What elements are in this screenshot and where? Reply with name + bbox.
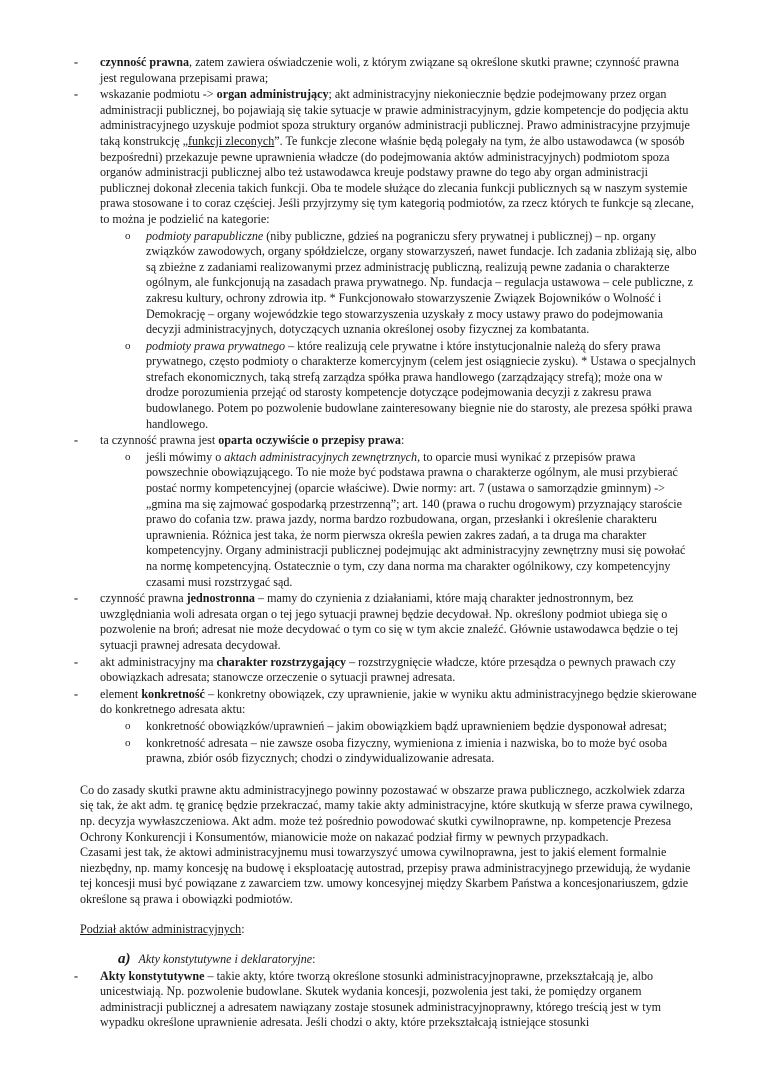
sub-list-item: o jeśli mówimy o aktach administracyjnych zewnętrznych, to oparcie musi wynikać z przepisów prawa powszechnie obowiązującego. To nie może być podstawa prawna o charakterze ogólnym, ale musi przybierać postać normy kompetencyjnej (oparcie właściwe). Dwie normy: art. 7 (ustawa o samorządzie gminnym) -> „gmina ma się zajmować gospodarką przestrzenną”; art. 140 (prawa o ruchu drogowym) przyznający staroście prawo do cofania tzw. prawa jazdy, norma bardzo rozbudowana, organ, przesłanki i określenie charakteru uprawnienia. Różnica jest taka, że norm pierwsza określa pewien zakres zadań, a ta druga ma charakter kompetencyjny. Organy administracji publicznej podejmując akt administracyjny zewnętrzny musi się powołać na normę kompetencyjną. Ostatecznie o tym, czy dana norma ma charakter ogólnikowy, czy kompetencyjny czasami musi rozstrzygać sąd. xyxy=(125,449,686,589)
bullet-dash: - xyxy=(74,433,79,448)
list-item: - Akty konstytutywne – takie akty, które tworzą określone stosunki administracyjnoprawne, przekształcają je, albo unicestwiają. Np. pozwolenie budowlane. Skutek wydania koncesji, pozwolenia jest taki, że pomiędzy organem administracji publicznej a adresatem nawiązany zostaje stosunek administracyjnoprawny, którego treścią jest w tym wypadku określone uprawnienie adresata. Jeśli chodzi o akty, które przekształcają istniejące stosunki xyxy=(74,968,662,1030)
bullet-dash: - xyxy=(74,968,79,983)
sub-list-item: o konkretność obowiązków/uprawnień – jakim obowiązkiem bądź uprawnieniem będzie dysponował adresat; xyxy=(125,718,667,733)
bullet-circle: o xyxy=(125,450,131,463)
bullet-circle: o xyxy=(125,229,131,242)
sub-list-item: o konkretność adresata – nie zawsze osoba fizyczny, wymieniona z imienia i nazwiska, bo to może być osoba prawna, zbiór osób fizycznych; chodzi o zindywidualizowanie adresata. xyxy=(125,735,668,766)
bullet-circle: o xyxy=(125,719,131,732)
sub-list-item: o podmioty parapubliczne (niby publiczne, gdzieś na pograniczu sfery prywatnej i publicznej) – np. organy związków zawodowych, organy spółdzielcze, organy stowarzyszeń, nawet fundacje. Ich zadania zbliżają się, albo są zbieżne z zadaniami realizowanymi przez administrację publiczną, realizują pewne zadania o charakterze ogólnym, ale funkcjonują na zasadach prawa prywatnego. Np. fundacja – regulacja ustawowa – cele publiczne, z zakresu kultury, ochrony zdrowia itp. * Funkcjonowało stowarzyszenie Związek Bojowników o Wolność i Demokrację – organy wojewódzkie tego stowarzyszenia uzyskały z mocy ustawy prawo do podejmowania decyzji administracyjnych, dotyczących uznania określonej osoby fizycznej za kombatanta. xyxy=(125,228,697,337)
list-item: - wskazanie podmiotu -> organ administrujący; akt administracyjny niekoniecznie będzie podejmowany przez organ administracji publicznej, bo pojawiają się takie sytuacje w prawie administracyjnym, gdzie kompetencje do podjęcia aktu administracyjnego uzyskuje podmiot spoza struktury organów administracji publicznej. Prawo administracyjne przyjmuje taką konstrukcję „funkcji zleconych”. Te funkcje zlecone właśnie będą polegały na tym, że albo ustawodawca (w sposób bezpośredni) przekazuje pewne uprawnienia władcze (do podejmowania aktów administracyjnych) podmiotom spoza organów administracji publicznej albo też ustawodawca kreuje podstawy prawne do tego aby organ administracji publicznej dokonał zlecenia takich funkcji. Oba te modele służące do zlecania funkcji publicznych są w naszym systemie prawa stosowane i to coraz częściej. Jeśli przyjrzymy się tym kategorią podmiotów, za rzecz których te funkcje są zlecane, to można je podzielić na kategorie: xyxy=(74,87,694,226)
bullet-circle: o xyxy=(125,339,131,352)
bullet-dash: - xyxy=(74,686,79,701)
section-heading: Podział aktów administracyjnych: xyxy=(80,922,245,937)
bullet-dash: - xyxy=(74,55,79,69)
list-item: - akt administracyjny ma charakter rozstrzygający – rozstrzygnięcie władcze, które przesądza o pewnych prawach czy obowiązkach adresata; stanowcze orzeczenie o sytuacji prawnej adresata. xyxy=(74,654,676,685)
sub-list-item: o podmioty prawa prywatnego – które realizują cele prywatne i które instytucjonalnie należą do sfery prawa prywatnego, często podmioty o charakterze komercyjnym (celem jest osiągniecie zysku). * Ustawa o specjalnych strefach ekonomicznych, taką strefą zarządza spółka prawa handlowego (zarządzający strefą); może ona w drodze porozumienia przejąć od starosty kompetencje dotyczące podejmowania decyzji z zakresu prawa budowlanego. Potem po pozwolenie budowlane zainteresowany biegnie nie do starosty, ale prezesa spółki prawa handlowego. xyxy=(125,338,696,431)
list-item: - czynność prawna, zatem zawiera oświadczenie woli, z którym związane są określone skutki prawne; czynność prawna jest regulowana przepisami prawa; xyxy=(74,55,679,85)
bullet-dash: - xyxy=(74,87,79,102)
bullet-circle: o xyxy=(125,736,131,749)
bullet-dash: - xyxy=(74,654,79,669)
list-item: - element konkretność – konkretny obowiązek, czy uprawnienie, jakie w wyniku aktu administracyjnego będzie skierowane do konkretnego adresata aktu: xyxy=(74,686,697,717)
bullet-dash: - xyxy=(74,591,79,606)
subsection-heading: a) Akty konstytutywne i deklaratoryjne: xyxy=(118,951,316,968)
list-item: - ta czynność prawna jest oparta oczywiście o przepisy prawa: xyxy=(74,433,405,448)
list-item: - czynność prawna jednostronna – mamy do czynienia z działaniami, które mają charakter jednostronnym, bez uwzględniania woli adresata organ o tej jego sytuacji prawnej będzie decydował. Np. określony podmiot ubiega się o pozwolenie na broń; adresat nie może decydować o tym co się w tym akcie znaleźć. Głównie ustawodawca będzie o tej sytuacji prawnej adresata decydował. xyxy=(74,591,679,652)
paragraph: Czasami jest tak, że aktowi administracyjnemu musi towarzyszyć umowa cywilnoprawna, jest to jakiś element formalnie niezbędny, np. mamy koncesję na budowę i eksploatację autostrad, przepisy prawa administracyjnego przewidują, że wydanie tej koncesji musi być powiązane z zawarciem tzw. umowy koncesyjnej między Skarbem Państwa a koncesjonariuszem, gdzie określone są prawa i obowiązki podmiotów. xyxy=(80,845,691,906)
paragraph: Co do zasady skutki prawne aktu administracyjnego powinny pozostawać w obszarze prawa publicznego, aczkolwiek zdarza się tak, że akt adm. tę granicę będzie przekraczać, mamy takie akty administracyjne, które skutkują w sferze prawa cywilnego, np. decyzja wywłaszczeniowa. Akt adm. może też pośrednio powodować skutki cywilnoprawne, np. kompetencje Prezesa Ochrony Konkurencji i Konsumentów, mianowicie może on nakazać podział firmy w pewnych przypadkach. xyxy=(80,782,693,844)
